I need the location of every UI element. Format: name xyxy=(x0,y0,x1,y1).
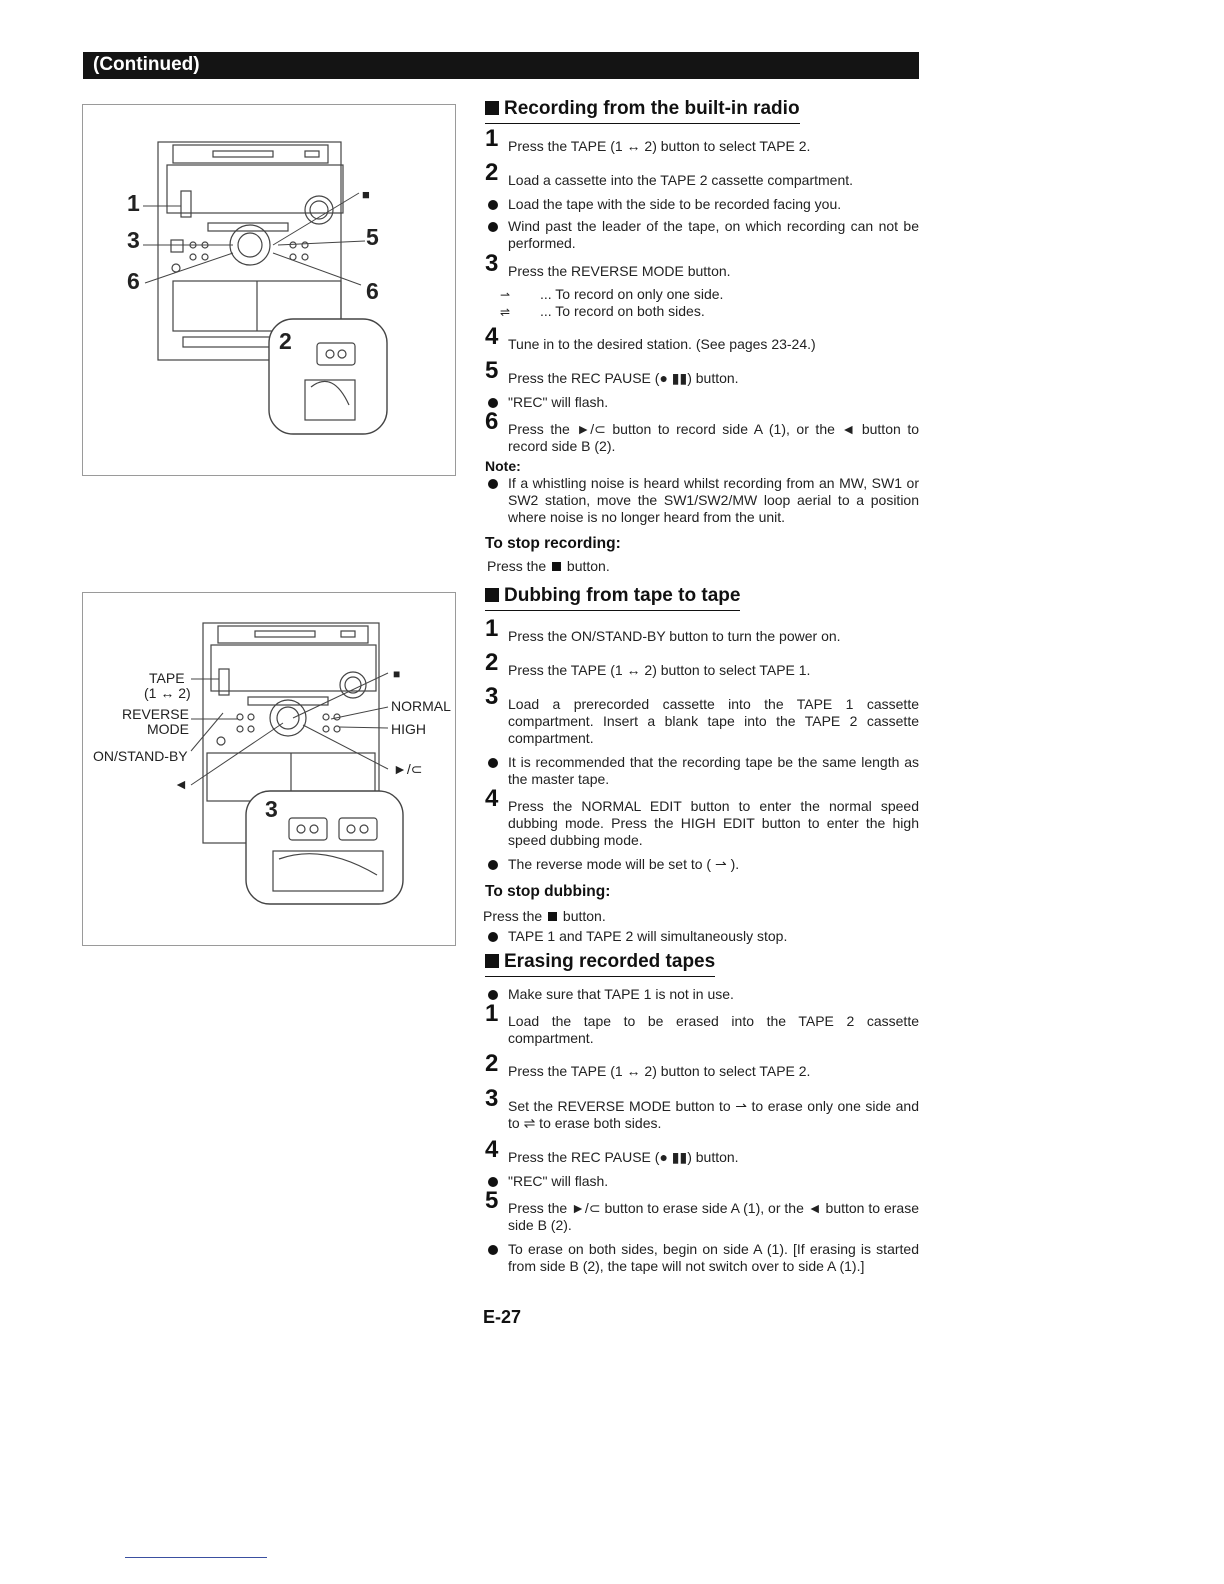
heading-dubbing: Dubbing from tape to tape xyxy=(485,585,740,611)
stop-recording-text: Press the button. xyxy=(487,558,610,574)
radio-bullet-1: Load the tape with the side to be recorded facing you. xyxy=(485,196,919,213)
label-onstandby: ON/STAND-BY xyxy=(93,748,188,764)
erase-step-2: 2 Press the TAPE (1 ↔ 2) button to select TAPE 2. xyxy=(485,1050,811,1079)
page-number: E-27 xyxy=(483,1307,522,1327)
callout-6-left: 6 xyxy=(127,268,140,294)
dub-step-1: 1 Press the ON/STAND-BY button to turn the power on. xyxy=(485,615,841,644)
footer-line xyxy=(125,1557,267,1558)
stop-dubbing-title: To stop dubbing: xyxy=(485,883,611,900)
one-side-icon: ⇀ xyxy=(500,288,511,302)
callout-2: 2 xyxy=(279,328,292,354)
dub-step-4: 4 Press the NORMAL EDIT button to enter the normal speed dubbing mode. Press the HIGH EDIT button to enter the high speed dubbing mode. xyxy=(485,785,919,848)
radio-step-4: 4 Tune in to the desired station. (See pages 23-24.) xyxy=(485,323,816,352)
bullet-dot-icon xyxy=(488,398,498,408)
dub-step-3: 3 Load a prerecorded cassette into the TAPE 1 cassette compartment. Insert a blank tape into the TAPE 2 cassette compartment. xyxy=(485,683,919,746)
callout-6-right: 6 xyxy=(366,278,379,304)
square-bullet-icon xyxy=(485,954,499,968)
bullet-dot-icon xyxy=(488,222,498,232)
label-mode: MODE xyxy=(147,721,189,737)
bullet-dot-icon xyxy=(488,932,498,942)
heading-recording-radio: Recording from the built-in radio xyxy=(485,98,800,124)
callout-1: 1 xyxy=(127,190,140,216)
erase-bullet-1: "REC" will flash. xyxy=(485,1173,919,1190)
radio-step-1: 1 Press the TAPE (1 ↔ 2) button to select TAPE 2. xyxy=(485,125,811,154)
figure-dubbing xyxy=(82,592,456,946)
label-stop: ■ xyxy=(393,667,401,681)
radio-step-6: 6 Press the ►/⊂ button to record side A (1), or the ◄ button to record side B (2). xyxy=(485,408,919,454)
erase-step-3: 3 Set the REVERSE MODE button to ⇀ to erase only one side and to ⇌ to erase both sides. xyxy=(485,1085,919,1131)
label-tape: TAPE xyxy=(149,670,185,686)
radio-step-3: 3 Press the REVERSE MODE button. xyxy=(485,250,731,279)
radio-step-2: 2 Load a cassette into the TAPE 2 cassette compartment. xyxy=(485,159,854,188)
callout-stop: ■ xyxy=(362,187,370,202)
bullet-dot-icon xyxy=(488,200,498,210)
bullet-dot-icon xyxy=(488,1245,498,1255)
radio-step-5: 5 Press the REC PAUSE (● ▮▮) button. xyxy=(485,357,739,386)
callout-3: 3 xyxy=(127,227,140,253)
erase-bullet-0: Make sure that TAPE 1 is not in use. xyxy=(485,986,919,1003)
bullet-dot-icon xyxy=(488,479,498,489)
heading-erasing: Erasing recorded tapes xyxy=(485,951,715,977)
bullet-dot-icon xyxy=(488,860,498,870)
note-bullet: If a whistling noise is heard whilst recording from an MW, SW1 or SW2 station, move the SW1/SW2/MW loop aerial to a position where noise is no longer heard from the unit. xyxy=(485,475,919,526)
erase-step-1: 1 Load the tape to be erased into the TAPE 2 cassette compartment. xyxy=(485,1000,919,1046)
erase-bullet-2: To erase on both sides, begin on side A (1). [If erasing is started from side B (2), the tape will not switch over to side A (1).] xyxy=(485,1241,919,1275)
bullet-dot-icon xyxy=(488,758,498,768)
note-label: Note: xyxy=(485,458,521,474)
erase-step-4: 4 Press the REC PAUSE (● ▮▮) button. xyxy=(485,1136,739,1165)
callout-3: 3 xyxy=(265,796,278,822)
label-high: HIGH xyxy=(391,721,426,737)
stop-button-icon xyxy=(552,562,561,571)
banner-text: (Continued) xyxy=(93,54,200,75)
stop-button-icon xyxy=(548,912,557,921)
callout-5: 5 xyxy=(366,224,379,250)
square-bullet-icon xyxy=(485,588,499,602)
dub-bullet-1: It is recommended that the recording tape be the same length as the master tape. xyxy=(485,754,919,788)
stop-recording-title: To stop recording: xyxy=(485,535,621,552)
label-normal: NORMAL xyxy=(391,698,451,714)
reverse-both-sides: ⇌ ... To record on both sides. xyxy=(500,303,705,319)
square-bullet-icon xyxy=(485,101,499,115)
dub-bullet-3: TAPE 1 and TAPE 2 will simultaneously stop. xyxy=(485,928,919,945)
radio-bullet-3: "REC" will flash. xyxy=(485,394,919,411)
label-play: ►/⊂ xyxy=(393,761,423,777)
radio-bullet-2: Wind past the leader of the tape, on which recording can not be performed. xyxy=(485,218,919,252)
continued-banner xyxy=(83,52,919,79)
figure-radio-recording xyxy=(82,104,456,476)
erase-step-5: 5 Press the ►/⊂ button to erase side A (1), or the ◄ button to erase side B (2). xyxy=(485,1187,919,1233)
dub-step-2: 2 Press the TAPE (1 ↔ 2) button to select TAPE 1. xyxy=(485,649,811,678)
bullet-dot-icon xyxy=(488,990,498,1000)
dub-bullet-2: The reverse mode will be set to ( ⇀ ). xyxy=(485,856,919,873)
both-sides-icon: ⇌ xyxy=(500,305,511,319)
stop-dubbing-text: Press the button. xyxy=(483,908,606,924)
label-reverse: REVERSE xyxy=(122,706,189,722)
label-rewind: ◄ xyxy=(174,776,188,792)
reverse-one-side: ⇀ ... To record on only one side. xyxy=(500,286,724,302)
bullet-dot-icon xyxy=(488,1177,498,1187)
label-tape-switch: (1 ↔ 2) xyxy=(144,685,191,701)
